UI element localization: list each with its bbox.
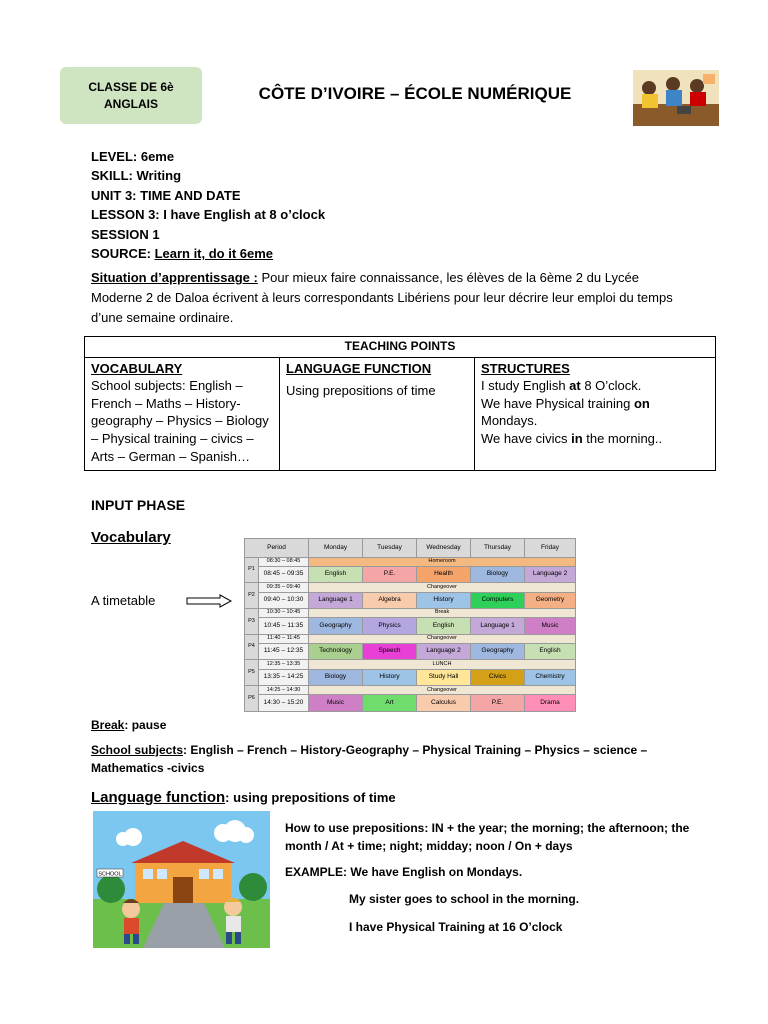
timetable-period-cell: P2 bbox=[245, 583, 259, 609]
timetable-period-cell: P4 bbox=[245, 634, 259, 660]
break-text: : pause bbox=[124, 718, 167, 732]
timetable-row bbox=[245, 557, 576, 566]
session-line: SESSION 1 bbox=[91, 226, 160, 242]
language-function-label: Language function bbox=[91, 789, 226, 806]
situation-text: Pour mieux faire connaissance, les élèves de la 6ème 2 du Lycée Moderne 2 de Daloa écrivent à leurs correspondants Libériens pour leur décrire leur emploi du temps d’une semaine ordinaire. bbox=[91, 270, 673, 325]
language-function-cell bbox=[280, 357, 475, 470]
timetable-header-cell: Monday bbox=[309, 539, 363, 558]
timetable-time-cell: 08:45 – 09:35 bbox=[259, 566, 309, 582]
timetable-subject-cell: Speech bbox=[363, 644, 417, 660]
example-line-3: I have Physical Training at 16 O’clock bbox=[349, 920, 563, 934]
teaching-points-table bbox=[84, 336, 716, 471]
vocabulary-heading: VOCABULARY bbox=[91, 360, 183, 376]
teaching-points-heading: TEACHING POINTS bbox=[85, 337, 716, 358]
timetable-time-cell: 08:30 – 08:45 bbox=[259, 557, 309, 566]
timetable-subject-cell: Language 2 bbox=[417, 644, 471, 660]
timetable-time-cell: 14:25 – 14:30 bbox=[259, 686, 309, 695]
vocabulary-heading-section: Vocabulary bbox=[91, 529, 171, 546]
subjects-label: School subjects bbox=[91, 743, 184, 757]
timetable-subject-cell: Language 1 bbox=[309, 592, 363, 608]
source-line bbox=[91, 244, 325, 263]
break-line bbox=[91, 716, 166, 734]
language-function-subtitle: : using prepositions of time bbox=[225, 790, 396, 805]
structure-line-1: I study English at 8 O’clock. bbox=[481, 378, 642, 394]
timetable-subject-cell: Computers bbox=[471, 592, 525, 608]
timetable-span-cell: LUNCH bbox=[309, 660, 576, 669]
timetable-time-cell: 10:45 – 11:35 bbox=[259, 618, 309, 634]
timetable-row bbox=[245, 686, 576, 695]
timetable-row bbox=[245, 618, 576, 634]
timetable-subject-cell: Health bbox=[417, 566, 471, 582]
timetable-subject-cell: English bbox=[417, 618, 471, 634]
timetable-span-cell: Changeover bbox=[309, 583, 576, 592]
timetable-span-cell: Homeroom bbox=[309, 557, 576, 566]
subjects-line bbox=[91, 741, 651, 777]
input-phase-heading: INPUT PHASE bbox=[91, 497, 186, 513]
source-label: SOURCE: bbox=[91, 246, 155, 262]
timetable-label: A timetable bbox=[91, 593, 156, 608]
timetable-row bbox=[245, 609, 576, 618]
language-function-heading: LANGUAGE FUNCTION bbox=[286, 360, 432, 376]
lesson-meta bbox=[91, 147, 325, 263]
timetable-header-cell: Thursday bbox=[471, 539, 525, 558]
timetable-period-cell: P5 bbox=[245, 660, 259, 686]
timetable-subject-cell: Technology bbox=[309, 644, 363, 660]
example-line-1: EXAMPLE: We have English on Mondays. bbox=[285, 865, 523, 879]
timetable-subject-cell: Language 1 bbox=[471, 618, 525, 634]
page-title: CÔTE D’IVOIRE – ÉCOLE NUMÉRIQUE bbox=[258, 84, 572, 103]
subject-label: ANGLAIS bbox=[104, 96, 158, 111]
timetable-subject-cell: Physics bbox=[363, 618, 417, 634]
timetable-span-cell: Changeover bbox=[309, 686, 576, 695]
timetable-header-cell: Wednesday bbox=[417, 539, 471, 558]
timetable-row bbox=[245, 695, 576, 712]
timetable-subject-cell: Biology bbox=[471, 566, 525, 582]
timetable-subject-cell: English bbox=[309, 566, 363, 582]
learning-situation bbox=[91, 268, 691, 328]
timetable-subject-cell: Algebra bbox=[363, 592, 417, 608]
timetable-time-cell: 14:30 – 15:20 bbox=[259, 695, 309, 712]
timetable-period-cell: P6 bbox=[245, 686, 259, 712]
timetable-subject-cell: History bbox=[363, 669, 417, 685]
timetable-subject-cell: Calculus bbox=[417, 695, 471, 712]
timetable-subject-cell: Music bbox=[309, 695, 363, 712]
timetable-row bbox=[245, 660, 576, 669]
structures-heading: STRUCTURES bbox=[481, 360, 570, 376]
timetable-row bbox=[245, 644, 576, 660]
class-badge bbox=[60, 67, 202, 124]
timetable-subject-cell: Music bbox=[525, 618, 576, 634]
school-sign-text: SCHOOL bbox=[98, 871, 122, 878]
students-illustration bbox=[633, 70, 719, 126]
timetable-time-cell: 13:35 – 14:25 bbox=[259, 669, 309, 685]
timetable-row bbox=[245, 634, 576, 643]
level-line: LEVEL: 6eme bbox=[91, 149, 175, 164]
timetable-subject-cell: Civics bbox=[471, 669, 525, 685]
situation-label: Situation d’apprentissage : bbox=[91, 270, 258, 285]
structures-cell bbox=[475, 357, 716, 470]
unit-line: UNIT 3: TIME AND DATE bbox=[91, 187, 241, 203]
timetable-subject-cell: Geometry bbox=[525, 592, 576, 608]
timetable-header-cell: Period bbox=[245, 539, 309, 558]
timetable-row bbox=[245, 669, 576, 685]
lesson-line: LESSON 3: I have English at 8 o’clock bbox=[91, 207, 326, 223]
timetable-subject-cell: Biology bbox=[309, 669, 363, 685]
timetable-header-cell: Tuesday bbox=[363, 539, 417, 558]
vocabulary-cell bbox=[85, 357, 280, 470]
timetable-period-cell: P1 bbox=[245, 557, 259, 583]
language-function-text: Using prepositions of time bbox=[286, 383, 436, 399]
timetable-subject-cell: Geography bbox=[309, 618, 363, 634]
timetable-subject-cell: Geography bbox=[471, 644, 525, 660]
timetable-time-cell: 09:35 – 09:40 bbox=[259, 583, 309, 592]
timetable-time-cell: 11:40 – 11:45 bbox=[259, 634, 309, 643]
prepositions-explanation: How to use prepositions: IN + the year; the morning; the afternoon; the month / At + time; night; midday; noon / On + days bbox=[285, 821, 690, 853]
timetable-subject-cell: P.E. bbox=[471, 695, 525, 712]
timetable-subject-cell: English bbox=[525, 644, 576, 660]
timetable-subject-cell: Chemistry bbox=[525, 669, 576, 685]
arrow-right-icon bbox=[186, 594, 232, 613]
timetable-subject-cell: P.E. bbox=[363, 566, 417, 582]
language-function-title bbox=[91, 789, 396, 806]
skill-line: SKILL: Writing bbox=[91, 168, 182, 184]
timetable-image bbox=[244, 538, 576, 712]
timetable-row bbox=[245, 583, 576, 592]
source-value: Learn it, do it 6eme bbox=[154, 246, 274, 262]
timetable-row bbox=[245, 566, 576, 582]
break-label: Break bbox=[91, 718, 125, 732]
timetable-time-cell: 11:45 – 12:35 bbox=[259, 644, 309, 660]
class-label: CLASSE DE 6è bbox=[88, 79, 174, 94]
school-illustration bbox=[93, 811, 270, 948]
timetable-subject-cell: Study Hall bbox=[417, 669, 471, 685]
structure-line-3: We have civics in the morning.. bbox=[481, 430, 663, 446]
structure-line-2: We have Physical training on Mondays. bbox=[481, 395, 650, 429]
vocabulary-text: School subjects: English – French – Maths – History-geography – Physics – Biology – Physical training – civics – Arts – German – Spanish… bbox=[91, 378, 269, 464]
timetable-span-cell: Changeover bbox=[309, 634, 576, 643]
timetable-subject-cell: Art bbox=[363, 695, 417, 712]
timetable-row bbox=[245, 592, 576, 608]
timetable-span-cell: Break bbox=[309, 609, 576, 618]
timetable-subject-cell: Drama bbox=[525, 695, 576, 712]
timetable-time-cell: 10:30 – 10:45 bbox=[259, 609, 309, 618]
timetable-time-cell: 12:35 – 13:35 bbox=[259, 660, 309, 669]
timetable-time-cell: 09:40 – 10:30 bbox=[259, 592, 309, 608]
example-line-2: My sister goes to school in the morning. bbox=[349, 892, 580, 906]
timetable-period-cell: P3 bbox=[245, 609, 259, 635]
subjects-text: : English – French – History-Geography – Physical Training – Physics – science – Mathematics -civics bbox=[91, 743, 648, 775]
timetable-subject-cell: Language 2 bbox=[525, 566, 576, 582]
timetable-header-cell: Friday bbox=[525, 539, 576, 558]
timetable-subject-cell: History bbox=[417, 592, 471, 608]
